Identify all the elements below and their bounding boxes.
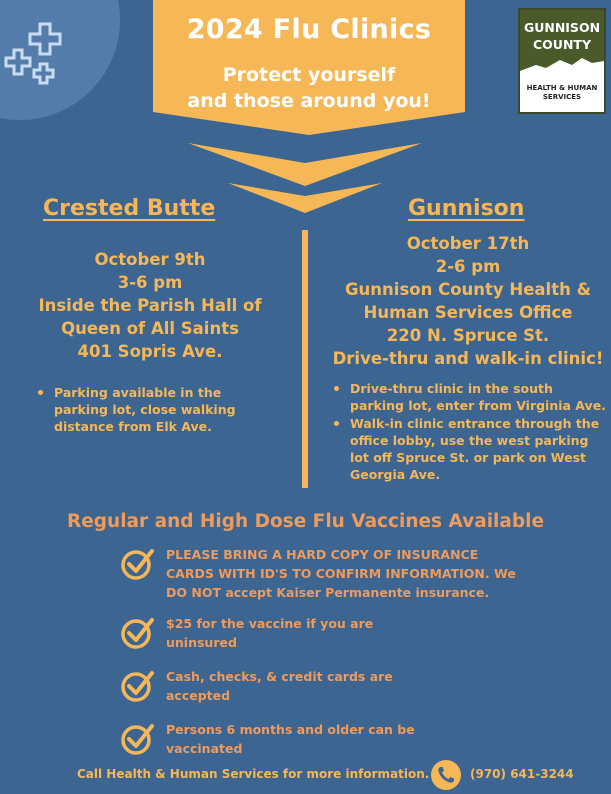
payment-methods-line-1: Cash, checks, & credit cards are: [166, 669, 393, 684]
gunnison-location-2: Human Services Office: [363, 303, 573, 322]
list-item: [120, 720, 415, 758]
logo-line-2: COUNTY: [533, 37, 591, 52]
list-item: [120, 667, 393, 705]
column-divider: [302, 230, 308, 488]
logo-line-1: GUNNISON: [523, 20, 601, 35]
gunnison-clinic-type: Drive-thru and walk-in clinic!: [332, 349, 604, 368]
checkmark-circle-icon: [120, 545, 156, 581]
gunnison-location: Gunnison County Health &: [345, 280, 591, 299]
age-eligibility-line-1: Persons 6 months and older can be: [166, 722, 415, 737]
insurance-note-line-2: CARDS WITH ID'S TO CONFIRM INFORMATION. We: [166, 566, 516, 581]
list-item: Parking available in the parking lot, close walking distance from Elk Ave.: [34, 384, 274, 435]
insurance-note-line-3: DO NOT accept Kaiser Permanente insurance.: [166, 585, 490, 600]
crested-butte-date: October 9th: [94, 250, 206, 269]
uninsured-price-note: [166, 614, 373, 652]
crested-butte-details: [0, 248, 300, 363]
crested-butte-time: 3-6 pm: [117, 273, 183, 292]
uninsured-price-line-2: uninsured: [166, 635, 237, 650]
logo-line-3: HEALTH & HUMAN: [526, 84, 598, 92]
gunnison-address: 220 N. Spruce St.: [386, 326, 550, 345]
list-item: [120, 614, 373, 652]
list-item: Walk-in clinic entrance through the office lobby, use the west parking lot off Spruce St. or park on West Georgia Ave.: [330, 415, 610, 483]
checkmark-circle-icon: [120, 614, 156, 650]
phone-number: (970) 641-3244: [470, 767, 574, 781]
payment-methods-line-2: accepted: [166, 688, 231, 703]
checkmark-circle-icon: [120, 720, 156, 756]
crested-butte-title: Crested Butte: [43, 196, 216, 221]
crested-butte-address: 401 Sopris Ave.: [77, 342, 223, 361]
crested-butte-location-2: Queen of All Saints: [61, 319, 239, 338]
page-title: 2024 Flu Clinics: [186, 14, 432, 45]
subtitle-line-1: Protect yourself: [222, 64, 396, 86]
subtitle-line-2: and those around you!: [187, 90, 431, 112]
gunnison-county-logo: [518, 8, 606, 114]
list-item: Drive-thru clinic in the south parking lot, enter from Virginia Ave.: [330, 380, 610, 414]
phone-icon: [431, 760, 461, 790]
payment-methods-note: [166, 667, 393, 705]
mountain-icon: [520, 54, 604, 76]
crested-butte-location: Inside the Parish Hall of: [38, 296, 262, 315]
insurance-note-line-1: PLEASE BRING A HARD COPY OF INSURANCE: [166, 547, 479, 562]
uninsured-price-line-1: $25 for the vaccine if you are: [166, 616, 374, 631]
footer: [0, 760, 611, 788]
gunnison-date: October 17th: [406, 234, 530, 253]
age-eligibility-note: [166, 720, 415, 758]
age-eligibility-line-2: vaccinated: [166, 741, 243, 756]
gunnison-notes: [330, 380, 610, 484]
gunnison-time: 2-6 pm: [435, 257, 501, 276]
vaccines-heading: Regular and High Dose Flu Vaccines Available: [67, 511, 544, 532]
checkmark-circle-icon: [120, 667, 156, 703]
logo-line-4: SERVICES: [542, 93, 582, 101]
insurance-note: [166, 545, 516, 602]
gunnison-details: [318, 232, 611, 370]
gunnison-title: Gunnison: [408, 196, 525, 221]
crested-butte-notes: [34, 384, 274, 436]
footer-text: Call Health & Human Services for more information.: [77, 767, 430, 781]
list-item: [120, 545, 516, 602]
